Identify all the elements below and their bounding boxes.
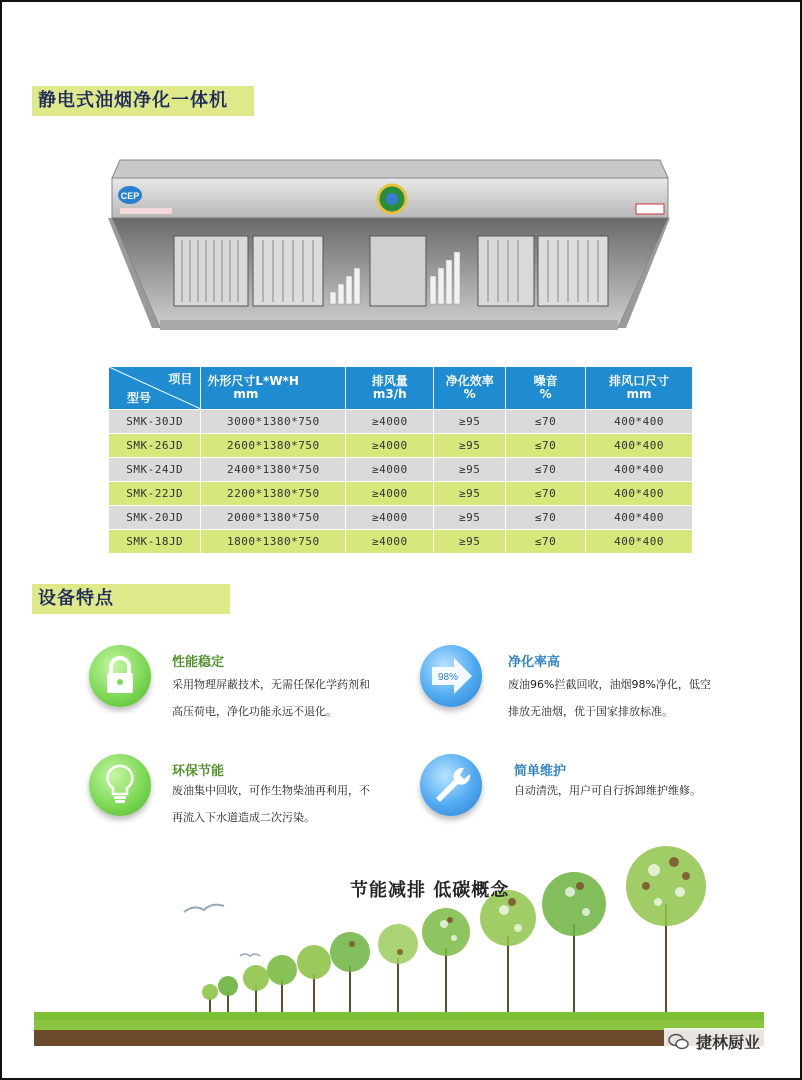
bulb-icon — [89, 754, 151, 816]
growing-trees-illustration — [34, 840, 764, 1050]
watermark-text: 捷林厨业 — [696, 1033, 761, 1052]
table-row: SMK-30JD 3000*1380*750 ≥4000 ≥95 ≤70 400*400 — [109, 409, 693, 433]
col-noise: 噪音 % — [506, 367, 586, 409]
corner-bottom-label: 型号 — [127, 390, 152, 405]
lock-icon — [89, 645, 151, 707]
watermark — [664, 1028, 764, 1055]
table-row: SMK-20JD 2000*1380*750 ≥4000 ≥95 ≤70 400*400 — [109, 505, 693, 529]
svg-text:CEP: CEP — [120, 191, 140, 201]
col-dimensions: 外形尺寸L*W*H mm — [201, 367, 346, 409]
col-outlet: 排风口尺寸 mm — [586, 367, 693, 409]
feature-title-eco: 环保节能 — [172, 764, 225, 779]
feature-title-maintenance: 简单维护 — [514, 764, 567, 779]
feature-text-efficiency: 废油96%拦截回收，油烟98%净化，低空 排放无油烟，优于国家排放标准。 — [508, 678, 711, 718]
slogan: 节能减排 低碳概念 — [350, 880, 510, 901]
wrench-icon — [420, 754, 482, 816]
feature-text-maintenance: 自动清洗，用户可自行拆卸维护维修。 — [514, 784, 701, 797]
features-title: 设备特点 — [32, 584, 230, 614]
spec-table — [109, 367, 693, 553]
table-header-row — [109, 367, 693, 409]
corner-top-label: 项目 — [168, 372, 193, 386]
col-efficiency: 净化效率 % — [434, 367, 506, 409]
feature-text-stable: 采用物理屏蔽技术，无需任保化学药剂和 高压荷电，净化功能永远不退化。 — [172, 678, 370, 718]
table-row: SMK-24JD 2400*1380*750 ≥4000 ≥95 ≤70 400*400 — [109, 457, 693, 481]
svg-text:98%: 98% — [437, 672, 459, 683]
col-airflow: 排风量 m3/h — [346, 367, 434, 409]
feature-text-eco: 废油集中回收，可作生物柴油再利用，不 再流入下水道造成二次污染。 — [172, 784, 370, 824]
left-border — [0, 0, 2, 1080]
table-row: SMK-26JD 2600*1380*750 ≥4000 ≥95 ≤70 400*400 — [109, 433, 693, 457]
table-row: SMK-22JD 2200*1380*750 ≥4000 ≥95 ≤70 400*400 — [109, 481, 693, 505]
product-title: 静电式油烟净化一体机 — [32, 86, 254, 116]
wechat-icon — [668, 1033, 690, 1051]
arrow-icon — [420, 645, 482, 707]
feature-title-stable: 性能稳定 — [172, 655, 225, 670]
top-border — [0, 0, 802, 2]
range-hood-image — [108, 152, 670, 338]
table-row: SMK-18JD 1800*1380*750 ≥4000 ≥95 ≤70 400*400 — [109, 529, 693, 553]
feature-title-efficiency: 净化率高 — [508, 655, 561, 670]
corner-header — [109, 367, 201, 409]
